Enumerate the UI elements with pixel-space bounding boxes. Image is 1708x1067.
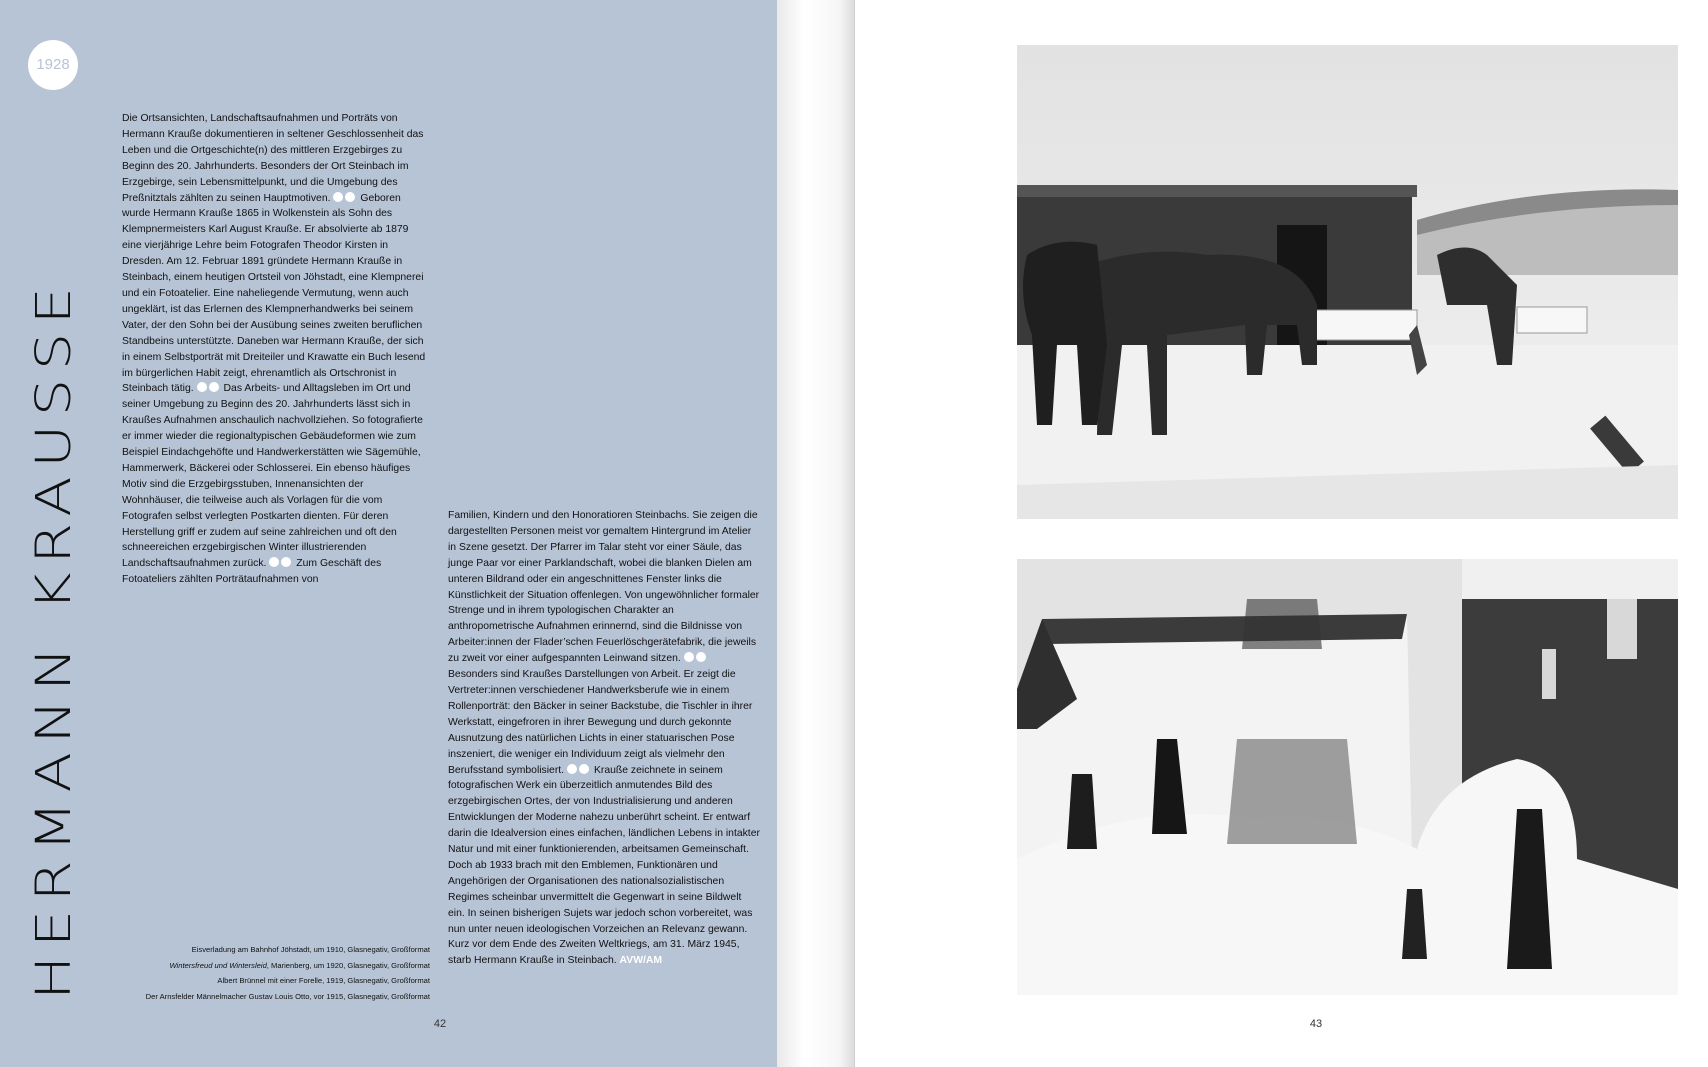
paragraph: Zum Geschäft des Fotoateliers zählten Porträtaufnahmen von bbox=[122, 558, 382, 586]
caption bbox=[110, 958, 430, 974]
paragraph: Familien, Kindern und den Honoratioren Steinbachs. Sie zeigen die dargestellten Personen meist vor gemaltem Hintergrund im Atelier in Szene gesetzt. Der Pfarrer im Talar steht vor einer Säule, das junge Paar vor einer Parklandschaft, wobei die blanken Dielen am unteren Bildrand oder ein angeschnittenes Fenster links die Künstlichkeit der Situation offenlegen. Von ungewöhnlicher formaler Strenge und in ihrem typologischen Charakter an anthropometrische Aufnahmen erinnernd, sind die Bildnisse von Arbeiter:innen der Flader’schen Feuerlöschgerätefabrik, die jeweils zu zweit vor einer aufgespannten Leinwand sitzen. bbox=[448, 510, 760, 665]
paragraph: Besonders sind Kraußes Darstellungen von Arbeit. Er zeigt die Vertreter:innen verschiedener Handwerksberufe wie in einem Rollenporträt: den Bäcker in seiner Backstube, die Tischler in ihrer Werkstatt, eingefroren in ihrer Bewegung und durch gekonnte Ausnutzung des natürlichen Lichts in einer statuarischen Pose inszeniert, die weniger ein Individuum zeigt als vielmehr den Berufsstand symbolisiert. bbox=[448, 669, 753, 776]
photo-winter-scene-image bbox=[1017, 559, 1678, 995]
paragraph-marker-icon bbox=[269, 556, 293, 572]
text-column-right bbox=[448, 508, 760, 969]
caption: Der Arnsfelder Männelmacher Gustav Louis Otto, vor 1915, Glasnegativ, Großformat bbox=[145, 991, 430, 1001]
paragraph: Die Ortsansichten, Landschaftsaufnahmen und Porträts von Hermann Krauße dokumentieren in seltener Geschlossenheit das Leben und die Ortgeschichte(n) des mittleren Erzgebirges zu Beginn des 20. Jahrhunderts. Besonders der Ort Steinbach im Erzgebirge, sein Lebensmittelpunkt, und die Umgebung des Preßnitztals zählten zu seinen Hauptmotiven. bbox=[122, 113, 424, 204]
caption: Albert Brünnel mit einer Forelle, 1919, Glasnegativ, Großformat bbox=[217, 976, 430, 986]
paragraph: Geboren wurde Hermann Krauße 1865 in Wolkenstein als Sohn des Klempnermeisters Karl August Krauße. Er absolvierte ab 1879 eine vierjährige Lehre beim Fotografen Theodor Kirsten in Dresden. Am 12. Februar 1891 gründete Hermann Krauße in Steinbach, einem heutigen Ortsteil von Jöhstadt, eine Klempnerei und ein Fotoatelier. Eine naheliegende Vermutung, wenn auch ungeklärt, ist das Erlernen des Klempnerhandwerks bei seinem Vater, der den Sohn bei der Ausübung seines zweiten beruflichen Standbeins unterstützte. Daneben war Hermann Krauße, der sich in einem Selbstporträt mit Dreiteiler und Krawatte ein Buch lesend im bürgerlichen Habit zeigt, ehrenamtlich als Ortschronist in Steinbach tätig. bbox=[122, 192, 426, 395]
text-column-left bbox=[122, 111, 427, 588]
vertical-title: HERMANN KRAUSSE bbox=[24, 278, 82, 1000]
photo-ice-loading-image bbox=[1017, 45, 1678, 519]
left-page bbox=[0, 0, 777, 1067]
caption-rest: , Marienberg, um 1920, Glasnegativ, Großformat bbox=[266, 960, 430, 970]
paragraph-marker-icon bbox=[333, 191, 357, 207]
caption-title: Wintersfreud und Wintersleid bbox=[169, 960, 267, 970]
paragraph-marker-icon bbox=[684, 651, 708, 667]
photo-ice-loading bbox=[1017, 45, 1678, 519]
author-signature: AVW/AM bbox=[619, 955, 663, 967]
page-number-right: 43 bbox=[1309, 1018, 1323, 1030]
paragraph-marker-icon bbox=[197, 381, 221, 397]
caption: Eisverladung am Bahnhof Jöhstadt, um 1910, Glasnegativ, Großformat bbox=[191, 945, 430, 954]
photo-winter-scene bbox=[1017, 559, 1678, 995]
paragraph-marker-icon bbox=[567, 763, 591, 779]
page-number-left: 42 bbox=[433, 1018, 447, 1030]
year-badge: 1928 bbox=[28, 40, 78, 90]
book-gutter bbox=[777, 0, 855, 1067]
gutter-divider bbox=[854, 0, 855, 1067]
photo-captions bbox=[110, 942, 430, 1004]
paragraph: Das Arbeits- und Alltagsleben im Ort und seiner Umgebung zu Beginn des 20. Jahrhunderts lässt sich in Kraußes Aufnahmen anschaulich nachvollziehen. So fotografierte er immer wieder die regionaltypischen Gebäudeformen wie zum Beispiel Eindachgehöfte und Handwerkerstätten wie Sägemühle, Hammerwerk, Bäckerei oder Schlosserei. Ein ebenso häufiges Motiv sind die Erzgebirgsstuben, Innenansichten der Wohnhäuser, die teilweise auch als Vorlagen für die vom Fotografen selbst verlegten Postkarten dienten. Für deren Herstellung griff er zudem auf seine zahlreichen und oft den schneereichen erzgebirgischen Winter illustrierenden Landschaftsaufnahmen zurück. bbox=[122, 383, 423, 570]
paragraph: Krauße zeichnete in seinem fotografischen Werk ein überzeitlich anmutendes Bild des erzgebirgischen Ortes, der von Industrialisierung und anderen Entwicklungen der Moderne nahezu unberührt scheint. Er entwarf darin die Idealversion eines einfachen, ländlichen Lebens in intakter Natur und mit einer funktionierenden, arbeitsamen Gemeinschaft. Doch ab 1933 brach mit den Emblemen, Funktionären und Angehörigen der Organisationen des nationalsozialistischen Regimes scheinbar unvermittelt die Gegenwart in seine Bildwelt ein. In seinen bisherigen Sujets war jedoch schon vorbereitet, was nun unter neuen ideologischen Vorzeichen an Relevanz gewann. Kurz vor dem Ende des Zweiten Weltkriegs, am 31. März 1945, starb Hermann Krauße in Steinbach. bbox=[448, 764, 760, 967]
